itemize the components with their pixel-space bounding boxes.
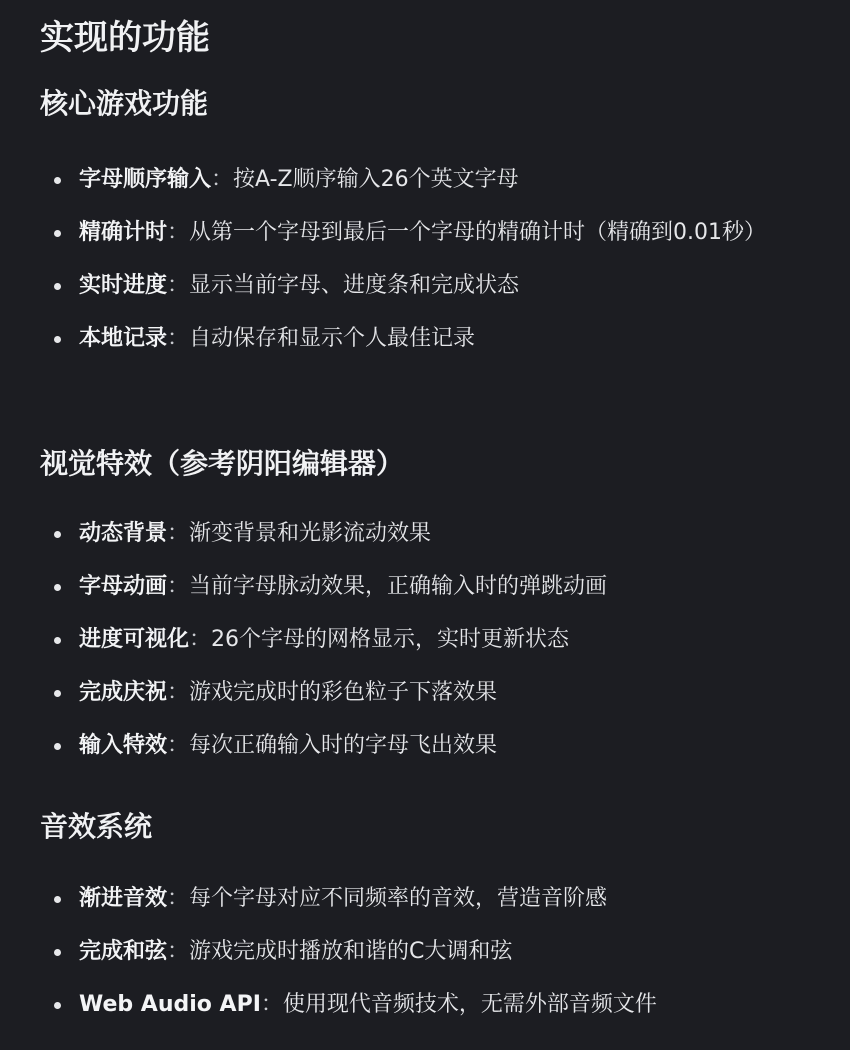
- item-separator: ：: [167, 521, 190, 546]
- list-item: [40, 877, 840, 920]
- item-term: 输入特效: [79, 733, 168, 758]
- visual-effects-list: [40, 512, 840, 777]
- item-description: 每次正确输入时的字母飞出效果: [189, 733, 498, 758]
- item-description: 按A-Z顺序输入26个英文字母: [233, 167, 519, 192]
- list-item: [40, 317, 840, 360]
- item-term: 实时进度: [79, 273, 168, 298]
- item-description: 26个字母的网格显示，实时更新状态: [211, 627, 570, 652]
- item-separator: ：: [167, 326, 190, 351]
- list-item: [40, 930, 840, 973]
- item-description: 自动保存和显示个人最佳记录: [189, 326, 476, 351]
- item-term: 完成和弦: [79, 939, 168, 964]
- item-separator: ：: [167, 574, 190, 599]
- list-item: [40, 618, 840, 661]
- item-separator: ：: [167, 220, 190, 245]
- item-separator: ：: [189, 627, 212, 652]
- item-term: 进度可视化: [79, 627, 190, 652]
- item-description: 每个字母对应不同频率的音效，营造音阶感: [189, 886, 608, 911]
- item-separator: ：: [167, 886, 190, 911]
- item-separator: ：: [211, 167, 234, 192]
- list-item: [40, 983, 840, 1026]
- item-term: 渐进音效: [79, 886, 168, 911]
- item-term: 本地记录: [79, 326, 168, 351]
- item-separator: ：: [167, 939, 190, 964]
- item-description: 游戏完成时的彩色粒子下落效果: [189, 680, 498, 705]
- section-heading-sound-system: 音效系统: [40, 810, 153, 843]
- list-item: [40, 158, 840, 201]
- item-term: Web Audio API: [79, 992, 261, 1017]
- item-description: 使用现代音频技术，无需外部音频文件: [282, 992, 657, 1017]
- list-item: [40, 724, 840, 767]
- list-item: [40, 264, 840, 307]
- item-description: 游戏完成时播放和谐的C大调和弦: [189, 939, 513, 964]
- item-description: 当前字母脉动效果，正确输入时的弹跳动画: [189, 574, 608, 599]
- item-term: 精确计时: [79, 220, 168, 245]
- section-heading-core-gameplay: 核心游戏功能: [40, 87, 209, 120]
- item-separator: ：: [260, 992, 283, 1017]
- list-item: [40, 671, 840, 714]
- item-description: 显示当前字母、进度条和完成状态: [189, 273, 520, 298]
- page-title: 实现的功能: [40, 18, 210, 58]
- item-separator: ：: [167, 680, 190, 705]
- item-separator: ：: [167, 733, 190, 758]
- item-separator: ：: [167, 273, 190, 298]
- section-heading-visual-effects: 视觉特效（参考阴阳编辑器）: [40, 447, 405, 480]
- list-item: [40, 512, 840, 555]
- list-item: [40, 211, 840, 254]
- item-term: 字母动画: [79, 574, 168, 599]
- item-term: 动态背景: [79, 521, 168, 546]
- sound-system-list: [40, 877, 840, 1036]
- list-item: [40, 565, 840, 608]
- item-term: 字母顺序输入: [79, 167, 212, 192]
- core-gameplay-list: [40, 158, 840, 370]
- item-term: 完成庆祝: [79, 680, 168, 705]
- item-description: 从第一个字母到最后一个字母的精确计时（精确到0.01秒）: [189, 220, 767, 245]
- item-description: 渐变背景和光影流动效果: [189, 521, 432, 546]
